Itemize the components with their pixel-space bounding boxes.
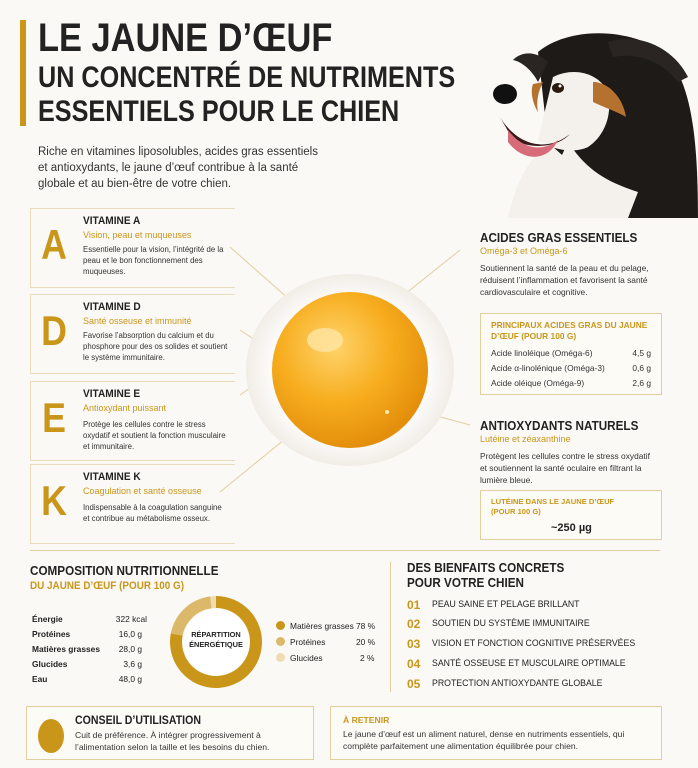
composition-row-name: Énergie xyxy=(32,614,63,624)
connector-line xyxy=(220,435,290,492)
egg-icon xyxy=(37,715,65,753)
benefit-number: 01 xyxy=(407,598,421,612)
fatty-acids-subtitle: Oméga-3 et Oméga-6 xyxy=(480,246,568,256)
fatty-acids-desc: Soutiennent la santé de la peau et du pelage, réduisent l’inflammation et favorisent la santé cardiovasculaire et cognitive. xyxy=(480,263,649,297)
benefit-text: PEAU SAINE ET PELAGE BRILLANT xyxy=(432,599,580,610)
vitamin-subtitle: Coagulation et santé osseuse xyxy=(83,486,202,496)
legend-pct: 78 % xyxy=(356,621,376,631)
benefit-text: VISION ET FONCTION COGNITIVE PRÉSERVÉES xyxy=(432,638,636,649)
vitamin-desc: Favorise l’absorption du calcium et du phosphore pour des os solides et soutient le système immunitaire. xyxy=(83,331,228,362)
composition-row-value: 3,6 g xyxy=(123,659,142,669)
donut-label-line2: ÉNERGÉTIQUE xyxy=(189,640,243,649)
vitamin-title: VITAMINE K xyxy=(83,471,141,483)
composition-row-value: 28,0 g xyxy=(118,644,142,654)
vitamin-desc: Protège les cellules contre le stress oxydatif et soutient la fonction musculaire et immunitaire. xyxy=(83,420,226,451)
vitamin-subtitle: Santé osseuse et immunité xyxy=(83,316,192,326)
page-subtitle-line2: ESSENTIELS POUR LE CHIEN xyxy=(38,95,400,128)
vitamin-subtitle: Antioxydant puissant xyxy=(83,403,167,413)
legend-dot xyxy=(276,653,285,662)
fatty-acid-value: 2,6 g xyxy=(632,378,651,388)
remember-title: À RETENIR xyxy=(343,715,390,725)
lutein-box-title: LUTÉINE DANS LE JAUNE D’ŒUF (POUR 100 G) xyxy=(491,497,615,516)
advice-box xyxy=(26,706,314,760)
fatty-acids-box-title: PRINCIPAUX ACIDES GRAS DU JAUNE D’ŒUF (POUR 100 G) xyxy=(491,320,648,341)
composition-subtitle: DU JAUNE D’ŒUF (POUR 100 G) xyxy=(30,580,185,592)
benefit-text: SANTÉ OSSEUSE ET MUSCULAIRE OPTIMALE xyxy=(432,658,626,669)
remember-text: Le jaune d’œuf est un aliment naturel, dense en nutriments essentiels, qui complète parfaitement une alimentation équilibrée pour chien. xyxy=(343,729,625,751)
benefit-number: 04 xyxy=(407,657,421,671)
advice-title: CONSEIL D’UTILISATION xyxy=(75,715,201,727)
composition-row-name: Eau xyxy=(32,674,48,684)
vitamin-letter: E xyxy=(42,394,66,441)
vitamin-title: VITAMINE A xyxy=(83,215,141,227)
vitamin-letter: A xyxy=(41,221,67,268)
fatty-acid-name: Acide linoléique (Oméga-6) xyxy=(491,348,593,358)
vitamin-subtitle: Vision, peau et muqueuses xyxy=(83,230,192,240)
column-divider xyxy=(390,562,391,692)
section-divider xyxy=(30,550,660,551)
legend-pct: 20 % xyxy=(356,637,376,647)
advice-text: Cuit de préférence. À intégrer progressivement à l’alimentation selon la taille et les besoins du chien. xyxy=(75,730,270,752)
legend-pct: 2 % xyxy=(360,653,375,663)
composition-row-name: Matières grasses xyxy=(32,644,100,654)
vitamin-e-card xyxy=(30,381,235,461)
composition-row-value: 48,0 g xyxy=(118,674,142,684)
lutein-value: ~250 µg xyxy=(551,522,592,534)
vitamin-letter: D xyxy=(41,307,67,354)
antioxidants-subtitle: Lutéine et zéaxanthine xyxy=(480,434,571,444)
fatty-acid-name: Acide α-linolénique (Oméga-3) xyxy=(491,363,605,373)
legend-label: Protéines xyxy=(290,637,326,647)
antioxidants-desc: Protègent les cellules contre le stress oxydatif et soutiennent la santé oculaire en filtrant la lumière bleue. xyxy=(480,451,650,485)
benefit-number: 05 xyxy=(407,677,421,691)
vitamin-desc: Essentielle pour la vision, l’intégrité de la peau et le bon fonctionnement des muqueuses. xyxy=(83,245,224,276)
fatty-acid-name: Acide oléique (Oméga-9) xyxy=(491,378,585,388)
composition-row-value: 16,0 g xyxy=(118,629,142,639)
fatty-acid-value: 0,6 g xyxy=(632,363,651,373)
dog-image xyxy=(478,22,698,218)
vitamin-d-card xyxy=(30,294,235,374)
page-subtitle-line1: UN CONCENTRÉ DE NUTRIMENTS xyxy=(38,61,456,94)
composition-row-value: 322 kcal xyxy=(115,614,147,624)
lutein-box xyxy=(480,490,662,540)
benefit-text: PROTECTION ANTIOXYDANTE GLOBALE xyxy=(432,678,603,689)
benefits-title-line1: DES BIENFAITS CONCRETS xyxy=(407,560,565,575)
composition-title: COMPOSITION NUTRITIONNELLE xyxy=(30,563,219,578)
composition-row-name: Glucides xyxy=(32,659,68,669)
egg-yolk-illustration xyxy=(215,230,475,500)
title-accent-bar xyxy=(20,20,26,126)
legend-dot xyxy=(276,637,285,646)
vitamin-title: VITAMINE D xyxy=(83,301,141,313)
page-title: LE JAUNE D’ŒUF xyxy=(38,16,333,60)
benefits-title-line2: POUR VOTRE CHIEN xyxy=(407,575,525,590)
connector-line xyxy=(230,247,290,300)
legend-dot xyxy=(276,621,285,630)
composition-row-name: Protéines xyxy=(32,629,71,639)
donut-center-label xyxy=(168,630,264,650)
fatty-acid-value: 4,5 g xyxy=(632,348,651,358)
antioxidants-title: ANTIOXYDANTS NATURELS xyxy=(480,418,639,433)
vitamin-a-card xyxy=(30,208,235,288)
vitamin-letter: K xyxy=(41,477,67,524)
fatty-acids-title: ACIDES GRAS ESSENTIELS xyxy=(480,230,638,245)
benefit-text: SOUTIEN DU SYSTÈME IMMUNITAIRE xyxy=(432,618,590,629)
vitamin-k-card xyxy=(30,464,235,544)
connector-line xyxy=(400,250,460,298)
legend-label: Matières grasses xyxy=(290,621,354,631)
benefit-number: 03 xyxy=(407,637,421,651)
vitamin-desc: Indispensable à la coagulation sanguine et contribue au métabolisme osseux. xyxy=(83,503,222,523)
benefit-number: 02 xyxy=(407,617,421,631)
remember-box xyxy=(330,706,662,760)
legend-label: Glucides xyxy=(290,653,323,663)
vitamin-title: VITAMINE E xyxy=(83,388,141,400)
fatty-acids-box xyxy=(480,313,662,395)
donut-label-line1: RÉPARTITION xyxy=(191,630,241,639)
intro-text: Riche en vitamines liposolubles, acides gras essentiels et antioxydants, le jaune d’œuf contribue à la santé globale et au bien-être de votre chien. xyxy=(38,146,318,190)
